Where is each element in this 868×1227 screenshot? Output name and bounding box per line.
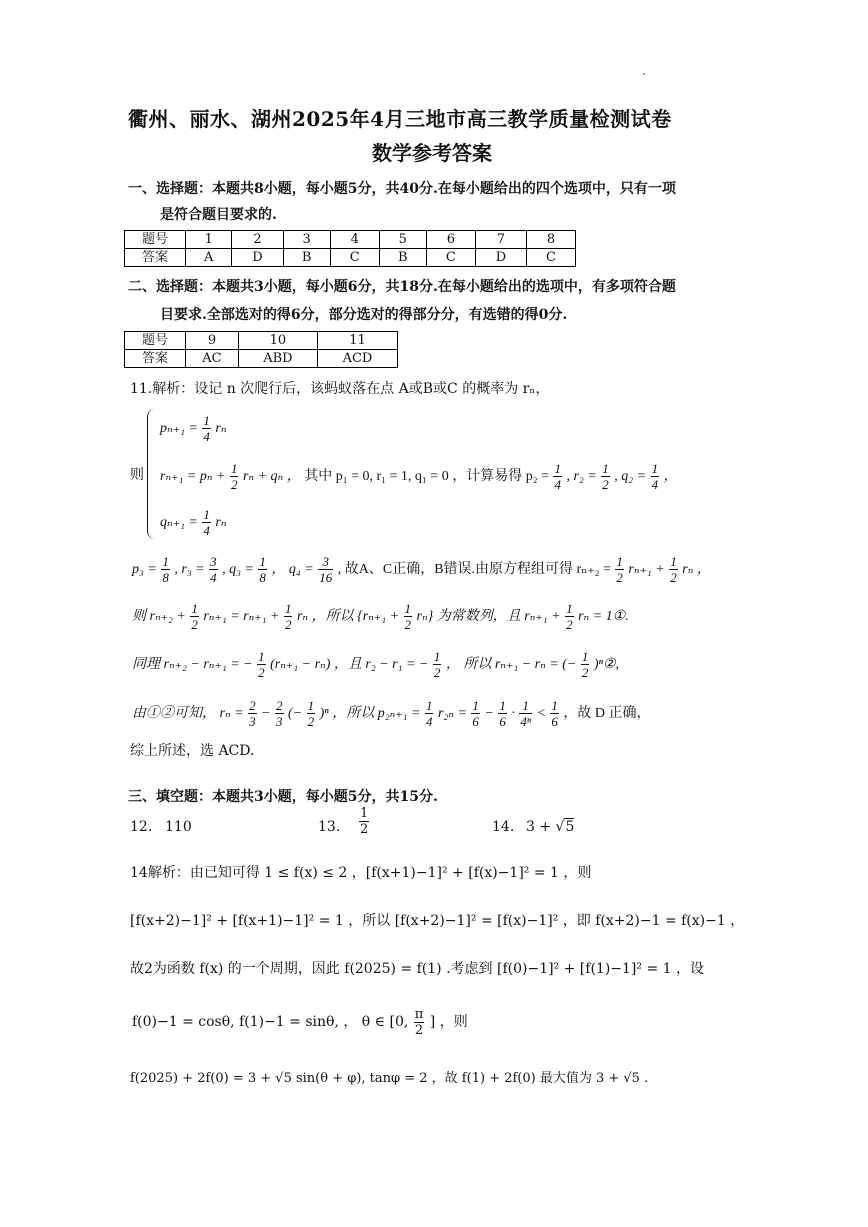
fraction: [258, 554, 267, 585]
system-brace: [147, 409, 156, 539]
eq-text: rₙ₊₁ = pₙ +: [160, 469, 226, 484]
eq-text: rₙ} 为常数列，且 rₙ₊₁ +: [416, 609, 561, 624]
frac-den: 4ⁿ: [520, 714, 531, 730]
frac-num: 1: [360, 806, 369, 821]
frac-den: 2: [581, 665, 589, 681]
frac-num: 1: [203, 507, 210, 523]
frac-num: 1: [307, 698, 315, 714]
frac-den: 8: [162, 570, 169, 586]
fraction: [202, 413, 211, 444]
fraction: [248, 698, 257, 729]
answer-cell: B: [283, 249, 330, 267]
frac-den: 2: [284, 617, 292, 633]
frac-den: 6: [551, 714, 558, 730]
fraction: [550, 698, 559, 729]
fraction: [318, 554, 333, 585]
frac-num: 1: [191, 601, 198, 617]
eq-text: , 故A、C正确，B错误.由原方程组可得 rₙ₊₂ =: [337, 562, 611, 577]
question-number: 11: [317, 332, 397, 350]
system-eq2-line: [160, 460, 678, 494]
q14-line4: [132, 1005, 468, 1039]
frac-den: 6: [472, 714, 479, 730]
question-number: 6: [426, 231, 475, 249]
frac-den: 2: [566, 617, 573, 633]
question-number: 10: [238, 332, 317, 350]
answer-12: 110: [165, 819, 192, 835]
frac-den: 2: [191, 617, 198, 633]
eq-text: , q₃ =: [222, 562, 254, 577]
fraction: [565, 601, 574, 632]
fraction: [404, 601, 413, 632]
table-row: [125, 249, 576, 267]
frac-num: 1: [433, 649, 441, 665]
q14-line1: 14解析：由已知可得 1 ≤ f(x) ≤ 2 ，[f(x+1)−1]² + [f(x)−1]² = 1 ，则: [130, 865, 592, 881]
eq-text: rₙ₊₁ +: [628, 562, 665, 577]
eq-text: 同理 rₙ₊₂ − rₙ₊₁ = −: [132, 657, 253, 672]
answer-cell: A: [186, 249, 232, 267]
eq-text: , r₂ =: [566, 469, 597, 484]
q14-line2: [f(x+2)−1]² + [f(x+1)−1]² = 1 ，所以 [f(x+2)−1]² = [f(x)−1]² ，即 f(x+2)−1 = f(x)−1 ，: [130, 913, 745, 929]
eq-text: 则 rₙ₊₂ +: [132, 609, 186, 624]
question-number: 5: [379, 231, 426, 249]
eq-text: <: [536, 706, 546, 721]
section1-heading-line2: 是符合题目要求的.: [160, 207, 277, 223]
answer-12-label: 12.: [130, 819, 153, 835]
eq-text: r₂ₙ =: [437, 706, 467, 721]
answer-13: [358, 806, 370, 837]
answer-cell: D: [475, 249, 526, 267]
eq-text: )ⁿ ，所以 p₂ₙ₊₁ =: [319, 706, 421, 721]
frac-num: 1: [425, 698, 433, 714]
frac-num: 1: [284, 601, 292, 617]
frac-num: 3: [318, 554, 333, 570]
answer-13-label: 13.: [318, 819, 341, 835]
frac-den: 2: [307, 714, 315, 730]
eq-text: rₙ ，所以 {rₙ₊₁ +: [296, 609, 400, 624]
answer-cell: B: [379, 249, 426, 267]
question-number: 9: [186, 332, 239, 350]
section2-heading-line2: 目要求.全部选对的得6分，部分选对的得部分分，有选错的得0分.: [160, 307, 568, 323]
fraction: [275, 698, 284, 729]
frac-den: 2: [258, 665, 265, 681]
frac-num: 1: [499, 698, 506, 714]
fraction: [519, 698, 532, 729]
fraction: [498, 698, 507, 729]
row-label: 题号: [125, 231, 186, 249]
fraction: [651, 461, 660, 492]
eq-text: p₃ =: [132, 562, 157, 577]
answer-cell: ACD: [317, 350, 397, 368]
row-label: 题号: [125, 332, 186, 350]
frac-num: 1: [162, 554, 169, 570]
frac-num: 1: [472, 698, 479, 714]
eq-text: rₙ + qₙ ，: [242, 469, 301, 484]
answer-text: 3 + √: [526, 819, 565, 835]
eq-text: , q₂ =: [614, 469, 647, 484]
fraction: [307, 698, 316, 729]
answer-cell: C: [526, 249, 575, 267]
frac-den: 3: [249, 714, 256, 730]
eq-text: 其中 p₁ = 0, r₁ = 1, q₁ = 0 ，计算易得 p₂ =: [304, 469, 549, 484]
eq-text: ·: [511, 706, 515, 721]
eq-text: rₙ: [215, 515, 227, 530]
frac-den: 4: [425, 714, 433, 730]
frac-den: 16: [319, 570, 333, 586]
section3-heading: 三、填空题：本题共3小题，每小题5分，共15分.: [128, 789, 438, 805]
eq-text: ， 所以 rₙ₊₁ − rₙ = (−: [445, 657, 577, 672]
fraction: [209, 554, 218, 585]
fraction: [669, 554, 678, 585]
frac-den: 2: [230, 477, 238, 493]
exam-title: 衢州、丽水、湖州2025年4月三地市高三教学质量检测试卷: [128, 107, 672, 131]
frac-num: 1: [259, 554, 266, 570]
frac-den: 2: [602, 477, 609, 493]
answer-cell: ABD: [238, 350, 317, 368]
answer-cell: D: [232, 249, 283, 267]
frac-den: 4: [203, 429, 210, 445]
answer-cell: C: [426, 249, 475, 267]
frac-den: 2: [616, 570, 623, 586]
fraction: [433, 649, 442, 680]
eq-text: ] ，则: [429, 1014, 468, 1030]
fraction: [471, 698, 480, 729]
section1-heading-line1: 一、选择题：本题共8小题，每小题5分，共40分.在每小题给出的四个选项中，只有一项: [128, 181, 676, 197]
q11-line2: [132, 553, 711, 587]
frac-num: 1: [566, 601, 573, 617]
section1-answer-table: [124, 230, 576, 267]
eq-text: rₙ: [215, 421, 227, 436]
exam-subtitle: 数学参考答案: [372, 141, 492, 165]
q11-intro: 11.解析：设记 n 次爬行后，该蚂蚁落在点 A或B或C 的概率为 rₙ，: [130, 381, 550, 397]
eq-text: rₙ = 1①.: [578, 609, 629, 624]
frac-num: 1: [203, 413, 210, 429]
frac-num: 1: [616, 554, 623, 570]
fraction: [425, 698, 434, 729]
frac-num: 1: [670, 554, 677, 570]
answer-14: [526, 818, 574, 836]
q11-line3: [132, 600, 629, 634]
fraction: [202, 507, 211, 538]
eq-text: , r₃ =: [174, 562, 205, 577]
fraction: [257, 649, 266, 680]
question-number: 2: [232, 231, 283, 249]
frac-den: 4: [554, 477, 561, 493]
q11-ze: 则: [130, 467, 144, 483]
fraction: [230, 461, 239, 492]
eq-text: (rₙ₊₁ − rₙ) ，且 r₂ − r₁ = −: [270, 657, 429, 672]
fraction: [615, 554, 624, 585]
system-eq3: [160, 506, 227, 540]
eq-text: pₙ₊₁ =: [160, 421, 198, 436]
frac-num: 1: [554, 461, 561, 477]
frac-den: 4: [651, 477, 659, 493]
question-number: 1: [186, 231, 232, 249]
system-eq1: [160, 412, 227, 446]
eq-text: −: [484, 706, 494, 721]
frac-den: 6: [499, 714, 506, 730]
table-row: [125, 231, 576, 249]
table-row: [125, 350, 398, 368]
section2-heading-line1: 二、选择题：本题共3小题，每小题6分，共18分.在每小题给出的选项中，有多项符合题: [128, 279, 676, 295]
section2-answer-table: [124, 331, 398, 368]
q11-line4: [132, 648, 619, 682]
frac-den: 2: [414, 1022, 424, 1038]
answer-14-label: 14.: [492, 819, 515, 835]
eq-text: ， q₄ =: [271, 562, 314, 577]
frac-den: 2: [360, 822, 369, 837]
fraction: [581, 649, 590, 680]
frac-num: 1: [551, 698, 558, 714]
frac-num: 1: [258, 649, 265, 665]
question-number: 8: [526, 231, 575, 249]
question-number: 3: [283, 231, 330, 249]
fraction: [601, 461, 610, 492]
eq-text: 由①②可知， rₙ =: [132, 706, 244, 721]
eq-text: f(0)−1 = cosθ, f(1)−1 = sinθ, ， θ ∈ [0,: [132, 1014, 409, 1030]
q14-line5: f(2025) + 2f(0) = 3 + √5 sin(θ + φ), tanφ = 2 ，故 f(1) + 2f(0) 最大值为 3 + √5 .: [130, 1071, 649, 1086]
frac-den: 3: [276, 714, 283, 730]
eq-text: rₙ₊₁ = rₙ₊₁ +: [203, 609, 280, 624]
frac-num: 1: [519, 698, 532, 714]
frac-num: 2: [276, 698, 283, 714]
frac-num: 2: [249, 698, 256, 714]
frac-den: 2: [404, 617, 412, 633]
row-label: 答案: [125, 249, 186, 267]
eq-text: rₙ ，: [682, 562, 711, 577]
frac-den: 4: [203, 523, 210, 539]
frac-num: 1: [404, 601, 412, 617]
table-row: [125, 332, 398, 350]
frac-num: 1: [230, 461, 238, 477]
fraction: [161, 554, 170, 585]
fraction: [284, 601, 293, 632]
q11-conclusion: 综上所述，选 ACD.: [130, 743, 255, 759]
answer-cell: AC: [186, 350, 239, 368]
eq-text: −: [261, 706, 271, 721]
frac-num: 3: [210, 554, 217, 570]
frac-den: 8: [259, 570, 266, 586]
fraction: [359, 806, 369, 837]
frac-den: 2: [433, 665, 441, 681]
fraction: [414, 1007, 425, 1038]
eq-text: ，: [663, 469, 678, 484]
question-number: 4: [330, 231, 379, 249]
eq-text: (−: [288, 706, 303, 721]
fraction: [553, 461, 562, 492]
eq-text: ，故 D 正确，: [563, 706, 651, 721]
question-number: 7: [475, 231, 526, 249]
frac-num: 1: [581, 649, 589, 665]
frac-num: π: [414, 1006, 424, 1022]
frac-den: 2: [670, 570, 677, 586]
row-label: 答案: [125, 350, 186, 368]
fraction: [190, 601, 199, 632]
q14-line3: 故2为函数 f(x) 的一个周期，因此 f(2025) = f(1) .考虑到 [f(0)−1]² + [f(1)−1]² = 1 ，设: [130, 961, 704, 977]
scan-speck: [643, 73, 645, 75]
frac-den: 4: [210, 570, 217, 586]
eq-text: qₙ₊₁ =: [160, 515, 198, 530]
answer-cell: C: [330, 249, 379, 267]
frac-num: 1: [651, 461, 659, 477]
q11-line5: [132, 697, 651, 731]
radicand: 5: [565, 819, 575, 835]
eq-text: )ⁿ②,: [593, 657, 619, 672]
frac-num: 1: [602, 461, 609, 477]
